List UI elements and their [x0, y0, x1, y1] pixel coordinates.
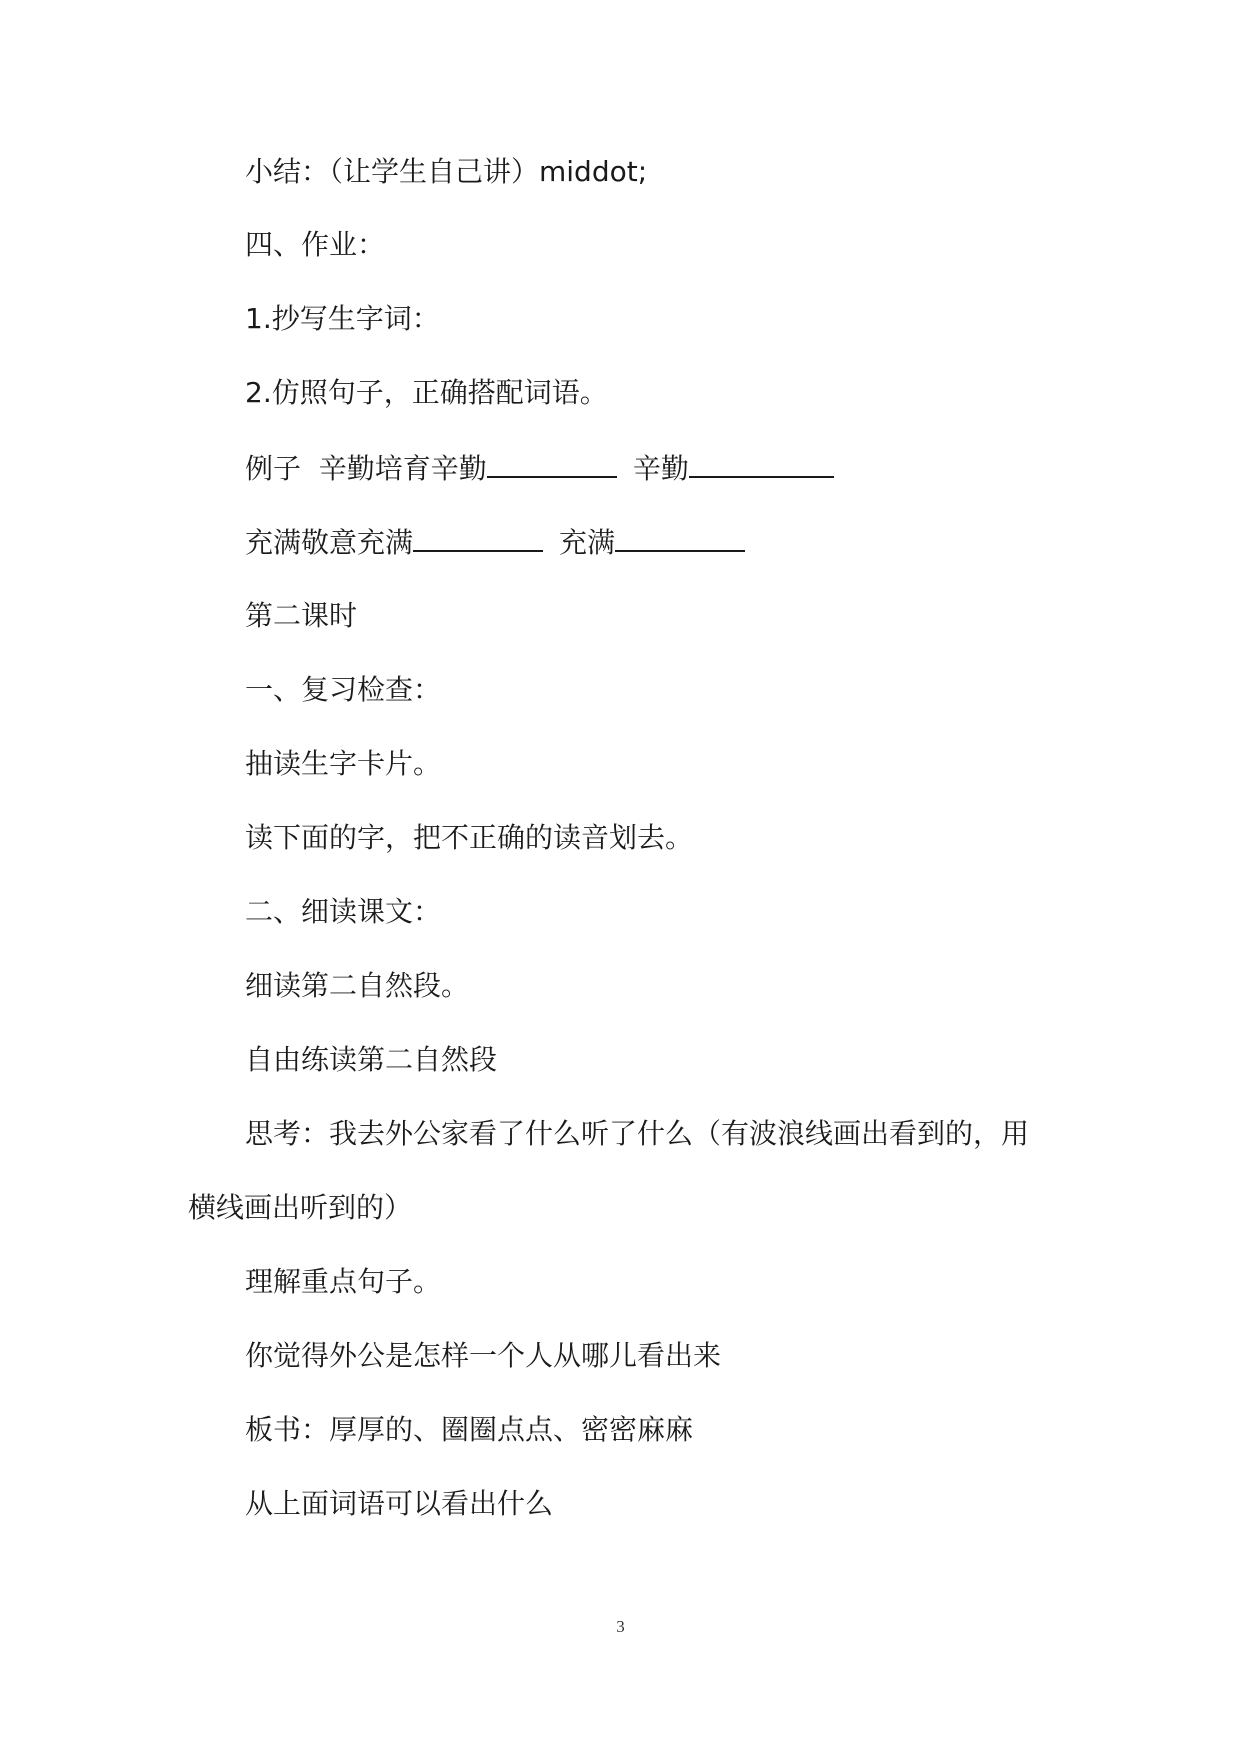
fill-blank[interactable] [689, 450, 834, 478]
homework-item-1: 1.抄写生字词： [245, 302, 440, 335]
exercise-row-1 [245, 450, 850, 487]
thinking-question: 思考：我去外公家看了什么听了什么（有波浪线画出看到的，用 [245, 1117, 1030, 1150]
lesson-2-heading: 第二课时 [245, 599, 358, 632]
exercise-row-1-prefix: 例子 辛勤培育辛勤 [245, 452, 487, 485]
reading-item-2: 自由练读第二自然段 [245, 1043, 498, 1076]
review-item-2: 读下面的字，把不正确的读音划去。 [245, 821, 694, 854]
blackboard-notes: 板书：厚厚的、圈圈点点、密密麻麻 [245, 1413, 694, 1446]
exercise-row-2-prefix: 充满敬意充满 [245, 526, 414, 559]
grandpa-question: 你觉得外公是怎样一个人从哪儿看出来 [245, 1339, 722, 1372]
fill-blank[interactable] [413, 524, 543, 552]
homework-heading: 四、作业： [245, 228, 386, 261]
reading-item-1: 细读第二自然段。 [245, 969, 470, 1002]
fill-blank[interactable] [615, 524, 745, 552]
fill-blank[interactable] [487, 450, 617, 478]
homework-item-2: 2.仿照句子，正确搭配词语。 [245, 376, 608, 409]
words-question: 从上面词语可以看出什么 [245, 1487, 554, 1520]
thinking-question-cont: 横线画出听到的） [188, 1191, 413, 1224]
summary-line: 小结：（让学生自己讲）middot; [245, 155, 648, 188]
page-number: 3 [616, 1617, 625, 1636]
key-sentence: 理解重点句子。 [245, 1265, 442, 1298]
exercise-row-2-middle: 充满 [559, 526, 616, 559]
exercise-row-1-middle: 辛勤 [632, 452, 689, 485]
reading-heading: 二、细读课文： [245, 895, 442, 928]
exercise-row-2 [245, 524, 761, 561]
review-heading: 一、复习检查： [245, 673, 442, 706]
review-item-1: 抽读生字卡片。 [245, 747, 442, 780]
